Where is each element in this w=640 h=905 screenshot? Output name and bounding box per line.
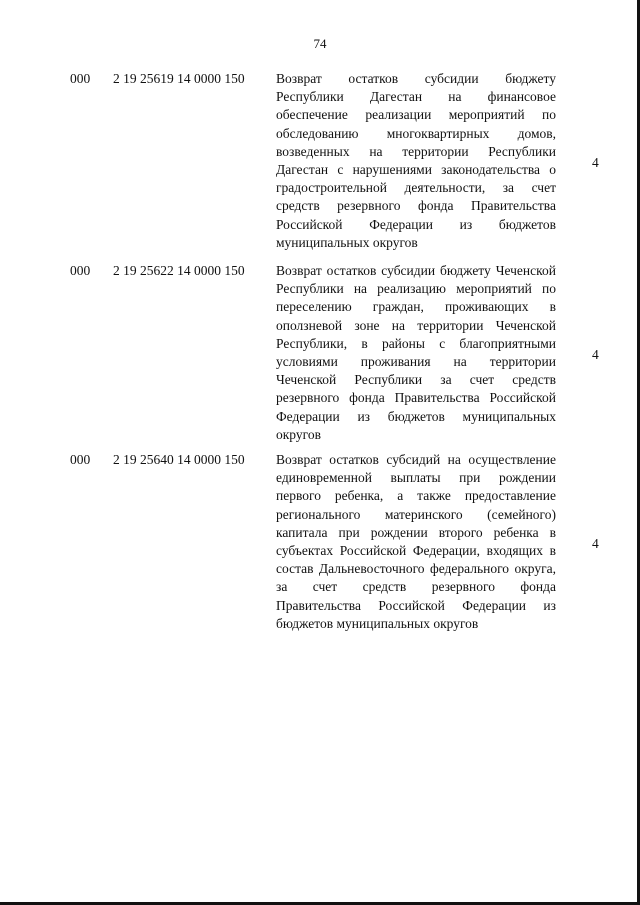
row-description: Возврат остатков субсидии бюджету Чеченской Республики на реализацию мероприятий по переселению граждан, проживающих в оползневой зоне на территории Чеченской Республики, в районы с благоприятными условиями проживания на территории Чеченской Республики за счет средств резервного фонда Правительства Российской Федерации из бюджетов муниципальных округов: [276, 263, 556, 442]
row-amount: 4: [592, 155, 599, 170]
row-amount: 4: [592, 536, 599, 551]
row-code: 000: [70, 71, 91, 86]
row-kbk: 2 19 25640 14 0000 150: [113, 452, 245, 467]
row-amount: 4: [592, 347, 599, 362]
page-number: 74: [313, 36, 327, 51]
row-description: Возврат остатков субсидий на осуществление единовременной выплаты при рождении первого ребенка, а также предоставление регионального материнского (семейного) капитала при рождении второго ребенка в субъектах Российской Федерации, входящих в состав Дальневосточного федерального округа, за счет средств резервного фонда Правительства Российской Федерации из бюджетов муниципальных округов: [276, 452, 556, 631]
row-kbk: 2 19 25619 14 0000 150: [113, 71, 245, 86]
row-kbk: 2 19 25622 14 0000 150: [113, 263, 245, 278]
row-code: 000: [70, 452, 91, 467]
row-code: 000: [70, 263, 91, 278]
row-description: Возврат остатков субсидии бюджету Республики Дагестан на финансовое обеспечение реализации мероприятий по обследованию многоквартирных домов, возведенных на территории Республики Дагестан с нарушениями законодательства о градостроительной деятельности, за счет средств резервного фонда Правительства Российской Федерации из бюджетов муниципальных округов: [276, 71, 556, 250]
